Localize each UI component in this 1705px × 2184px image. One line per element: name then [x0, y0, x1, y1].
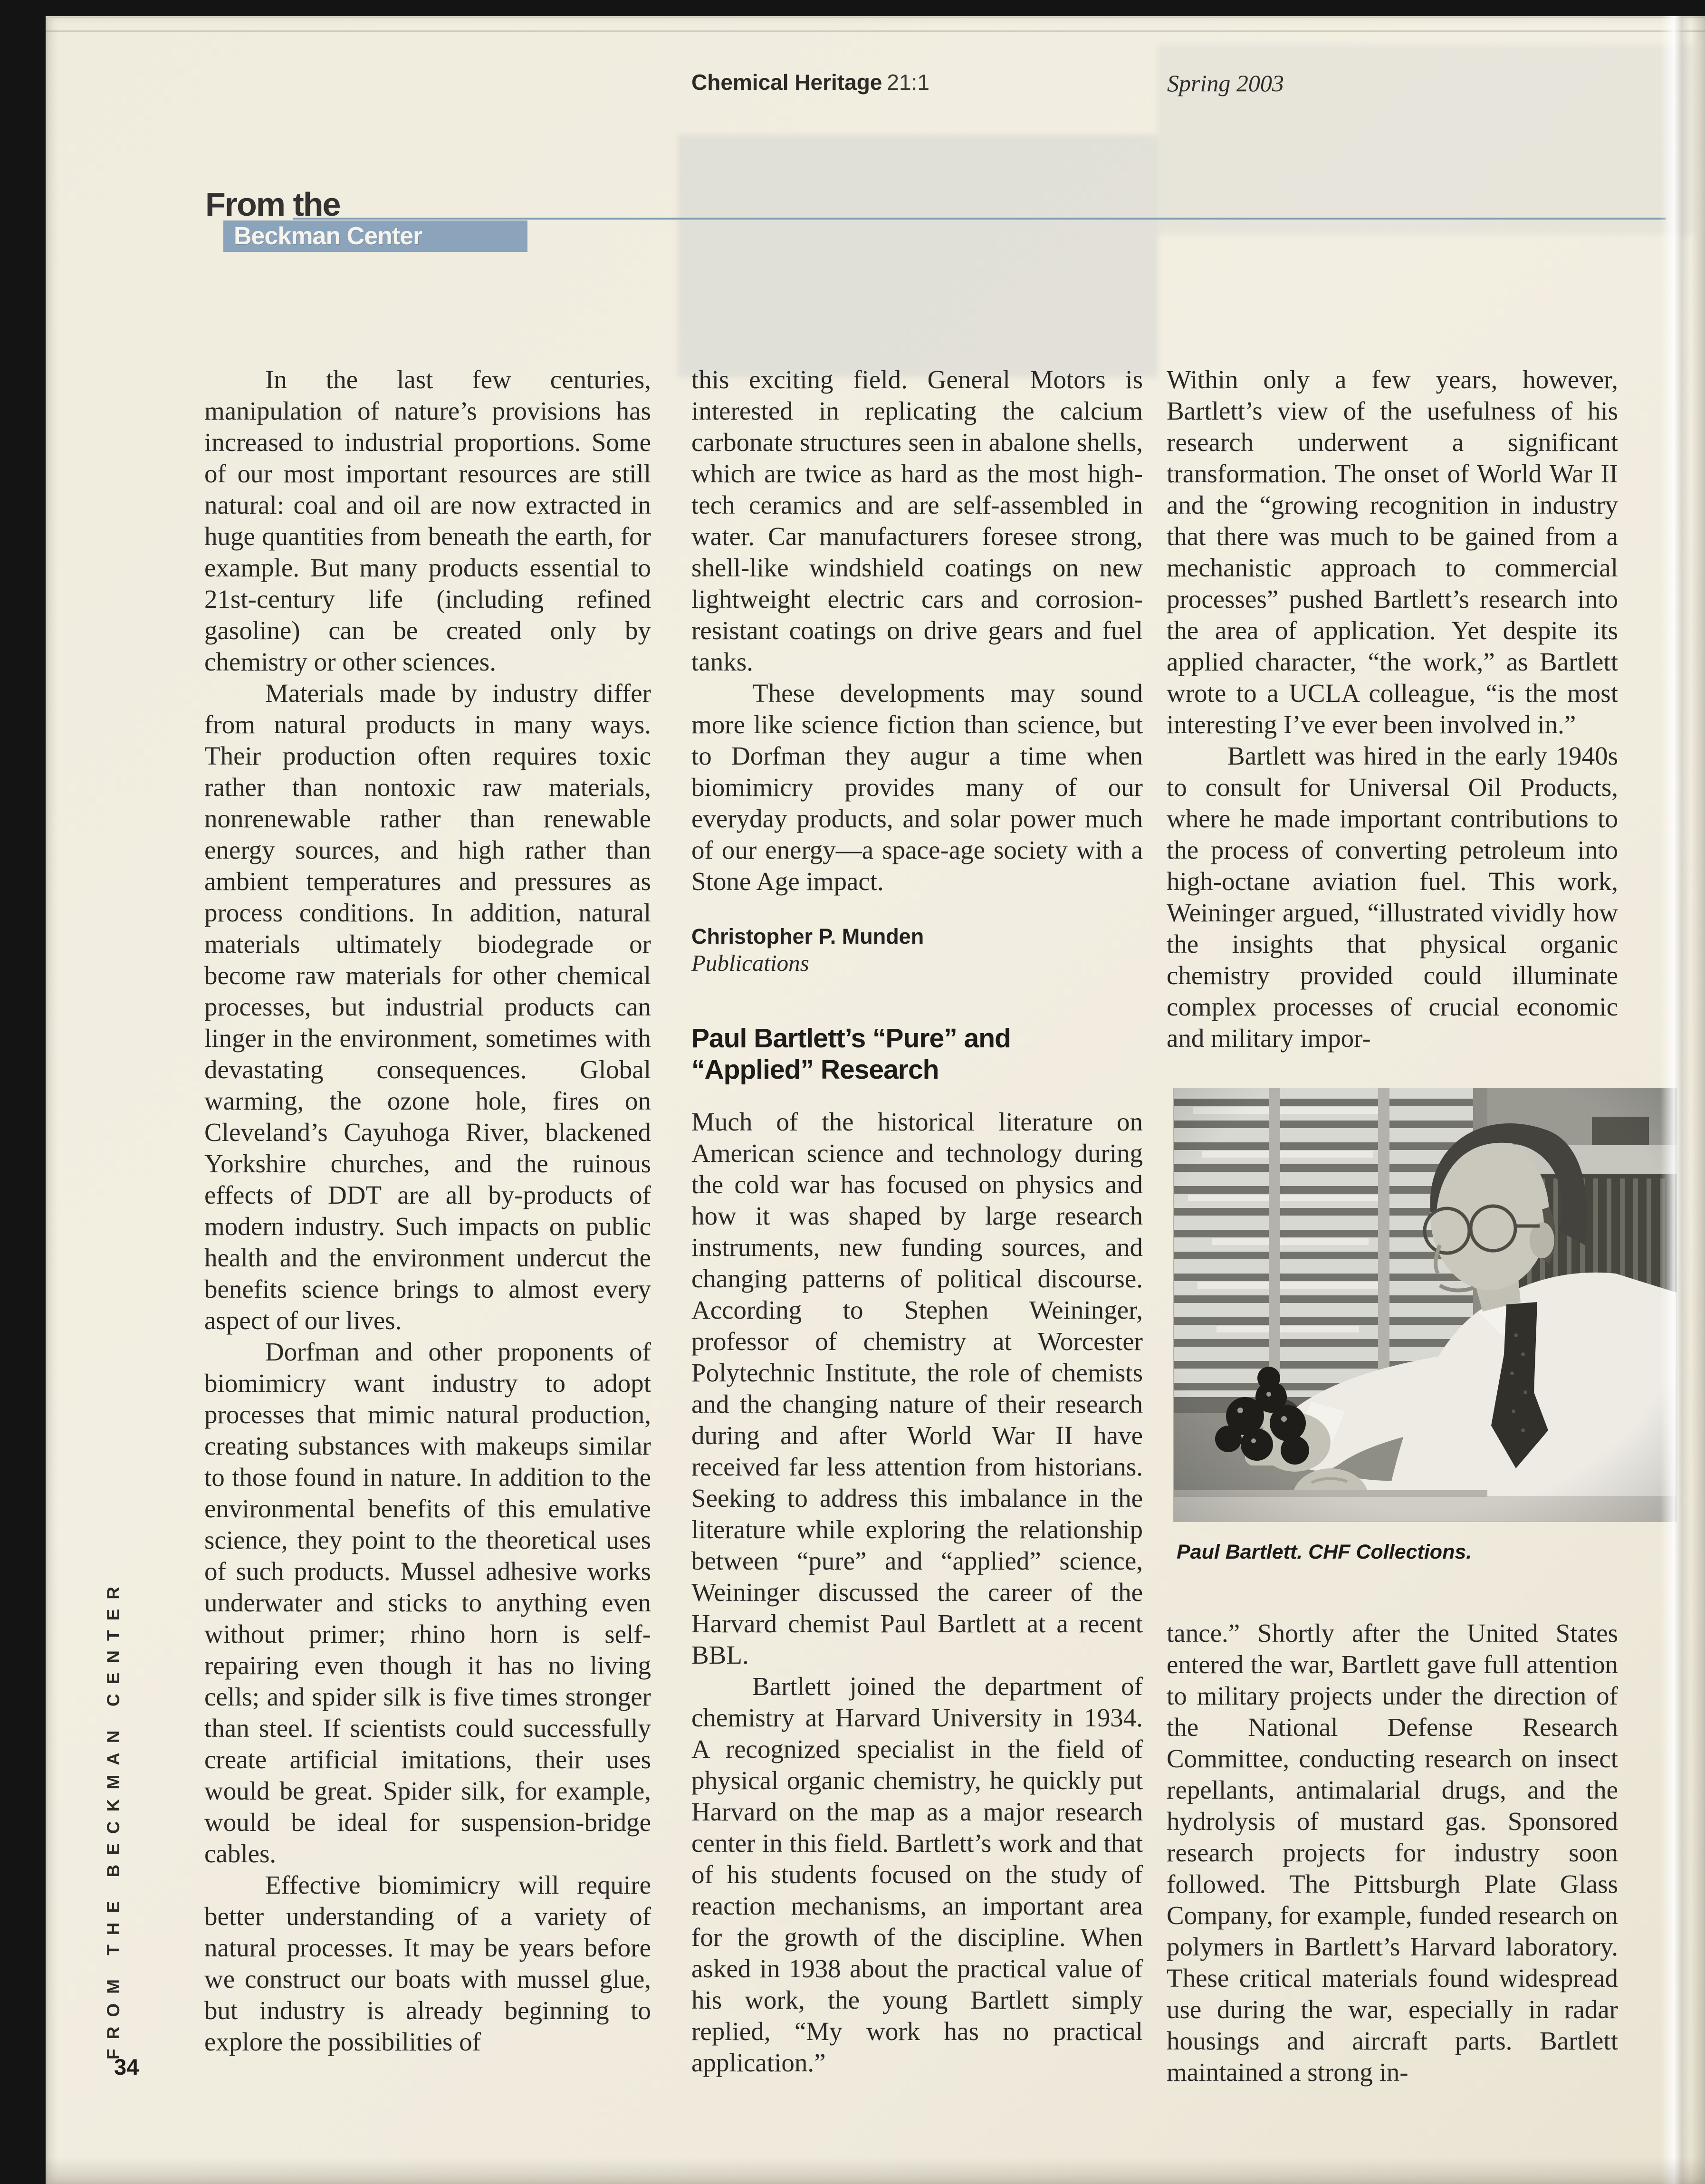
paul-bartlett-photo [1174, 1088, 1676, 1522]
paragraph: These developments may sound more like science fiction than science, but to Dorfman they augur a time when biomimicry provides many of our everyday products, and solar power much of our energy—a space-age society with a Stone Age impact. [691, 679, 1143, 896]
paragraph: Effective biomimicry will require better understanding of a variety of natural processes. It may be years before we construct our boats with mussel glue, but industry is already beginning to explore the possibilities of [204, 1870, 651, 2056]
byline-role: Publications [691, 950, 809, 976]
journal-issue: 21:1 [887, 70, 929, 95]
article-heading [691, 1023, 1143, 1085]
text-column-2 [691, 364, 1143, 2079]
masthead-right [1167, 69, 1284, 97]
journal-title: Chemical Heritage [691, 70, 882, 95]
showthrough-block [678, 135, 1158, 377]
paragraph: Much of the historical literature on American science and technology during the cold war has focused on physics and how it was shaped by large research instruments, new funding sources, and changing patterns of political discourse. According to Stephen Weininger, professor of chemistry at Worcester Polytechnic Institute, the role of chemists and the changing nature of their research during and after World War II have received far less attention from historians. Seeking to address this imbalance in the literature while exploring the relationship between “pure” and “applied” science, Weininger discussed the career of the Harvard chemist Paul Bartlett at a recent BBL. [691, 1107, 1143, 1669]
article-heading-line2: “Applied” Research [691, 1054, 939, 1085]
article-heading-line1: Paul Bartlett’s “Pure” and [691, 1023, 1011, 1054]
paragraph: Materials made by industry differ from natural products in many ways. Their production often requires toxic rather than nontoxic raw materials, nonrenewable rather than renewable energy sources, and high rather than ambient temperatures and pressures as process conditions. In addition, natural materials ultimately biodegrade or become raw materials for other chemical processes, but industrial products can linger in the environment, sometimes with devastating consequences. Global warming, the ozone hole, fires on Cleveland’s Cayuhoga River, blackened Yorkshire churches, and the ruinous effects of DDT are all by-products of modern industry. Such impacts on public health and the environment undercut the benefits science brings to almost every aspect of our lives. [204, 679, 651, 1335]
photo-caption: Paul Bartlett. CHF Collections. [1177, 1541, 1472, 1563]
issue-season: Spring 2003 [1167, 70, 1284, 96]
margin-vertical-label: FROM THE BECKMAN CENTER [104, 1577, 123, 2059]
section-title-line2: Beckman Center [234, 222, 422, 250]
section-title-line1: From the [205, 186, 340, 223]
text-column-3-top [1167, 364, 1618, 1054]
title-rule [293, 218, 1666, 220]
paragraph: Bartlett was hired in the early 1940s to consult for Universal Oil Products, where he made important contributions to the process of converting petroleum into high-octane aviation fuel. This work, Weininger argued, “illustrated vividly how the insights that physical organic chemistry provided could illuminate complex processes of crucial economic and military impor- [1167, 741, 1618, 1053]
masthead-left [691, 69, 929, 95]
paragraph: Within only a few years, however, Bartlett’s view of the usefulness of his research underwent a significant transformation. The onset of World War II and the “growing recognition in industry that there was much to be gained from a mechanistic approach to commercial processes” pushed Bartlett’s research into the area of application. Yet despite its applied character, “the work,” as Bartlett wrote to a UCLA colleague, “is the most interesting I’ve ever been involved in.” [1167, 365, 1618, 739]
byline [691, 924, 1143, 977]
magazine-page [46, 16, 1705, 2184]
paragraph: In the last few centuries, manipulation of nature’s provisions has increased to industrial proportions. Some of our most important resources are still natural: coal and oil are now extracted in huge quantities from beneath the earth, for example. But many products essential to 21st-century life (including refined gasoline) can be created only by chemistry or other sciences. [204, 365, 651, 676]
text-column-1 [204, 364, 651, 2058]
photo-illustration [1174, 1088, 1676, 1522]
paragraph: tance.” Shortly after the United States entered the war, Bartlett gave full attention to military projects under the direction of the National Defense Research Committee, conducting research on insect repellants, antimalarial drugs, and the hydrolysis of mustard gas. Sponsored research projects for industry soon followed. The Pittsburgh Plate Glass Company, for example, funded research on polymers in Bartlett’s Harvard laboratory. These critical materials found widespread use during the war, especially in radar housings and aircraft parts. Bartlett maintained a strong in- [1167, 1619, 1618, 2087]
paragraph: Dorfman and other proponents of biomimicry want industry to adopt processes that mimic natural production, creating substances with makeups similar to those found in nature. In addition to the environmental benefits of this emulative science, they point to the theoretical uses of such products. Mussel adhesive works underwater and sticks to anything even without primer; rhino horn is self-repairing even though it has no living cells; and spider silk is five times stronger than steel. If scientists could successfully create artificial imitations, their uses would be great. Spider silk, for example, would be ideal for suspension-bridge cables. [204, 1337, 651, 1868]
title-bar [223, 220, 527, 252]
page-right-edge-shadow [1691, 16, 1705, 2184]
byline-author: Christopher P. Munden [691, 924, 924, 948]
page-number: 34 [114, 2054, 139, 2079]
page-edge-line [46, 30, 1705, 32]
page-bottom-shadow [46, 2157, 1705, 2184]
text-column-3-bottom [1167, 1618, 1618, 2088]
paragraph: Bartlett joined the department of chemistry at Harvard University in 1934. A recognized specialist in the field of physical organic chemistry, he quickly put Harvard on the map as a major research center in this field. Bartlett’s work and that of his students focused on the study of reaction mechanisms, an important area for the growth of the discipline. When asked in 1938 about the practical value of his work, the young Bartlett simply replied, “My work has no practical application.” [691, 1672, 1143, 2077]
paragraph: this exciting field. General Motors is interested in replicating the calcium carbonate structures seen in abalone shells, which are twice as hard as the most high-tech ceramics and are self-assembled in water. Car manufacturers foresee strong, shell-like windshield coatings on new lightweight electric cars and corrosion-resistant coatings on drive gears and fuel tanks. [691, 365, 1143, 676]
